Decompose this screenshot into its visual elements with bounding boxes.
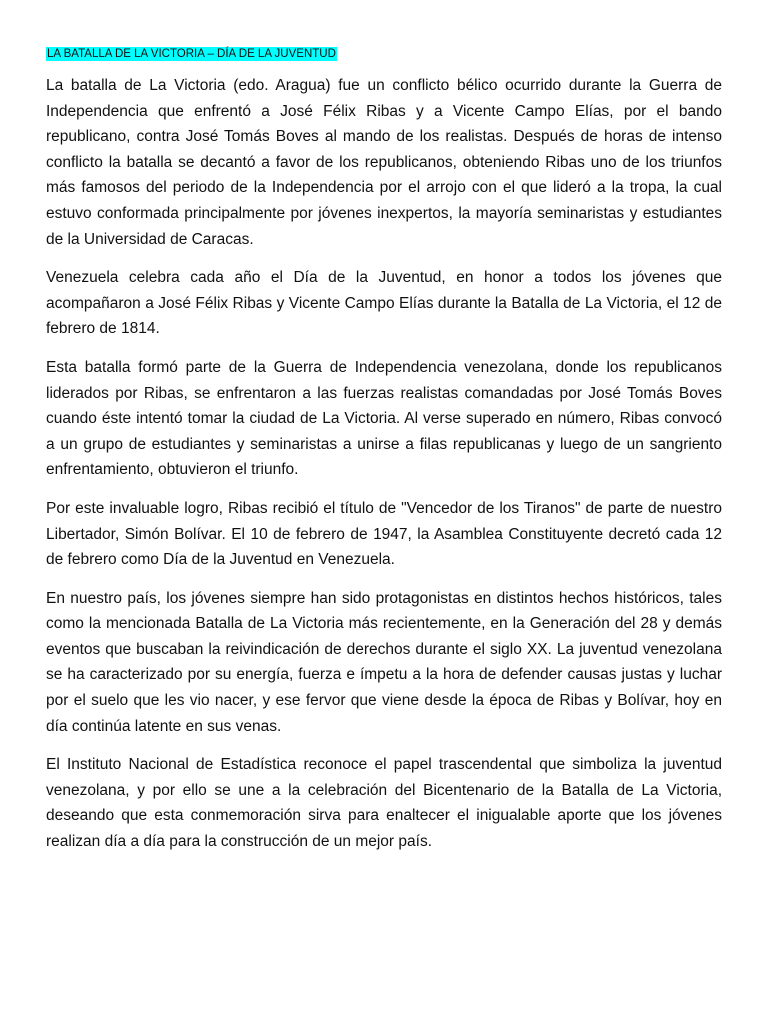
document-title: LA BATALLA DE LA VICTORIA – DÍA DE LA JUVENTUD bbox=[47, 48, 336, 60]
paragraph-5: En nuestro país, los jóvenes siempre han sido protagonistas en distintos hechos históricos, tales como la mencionada Batalla de La Victoria más recientemente, en la Generación del 28 y demás eventos que buscaban la reivindicación de derechos durante el siglo XX. La juventud venezolana se ha caracterizado por su energía, fuerza e ímpetu a la hora de defender causas justas y luchar por el suelo que les vio nacer, y ese fervor que viene desde la época de Ribas y Bolívar, hoy en día continúa latente en sus venas. bbox=[46, 589, 722, 735]
paragraph-6: El Instituto Nacional de Estadística reconoce el papel trascendental que simboliza la juventud venezolana, y por ello se une a la celebración del Bicentenario de la Batalla de La Victoria, deseando que esta conmemoración sirva para enaltecer el inigualable aporte que los jóvenes realizan día a día para la construcción de un mejor país. bbox=[46, 756, 722, 851]
paragraph-4: Por este invaluable logro, Ribas recibió el título de "Vencedor de los Tiranos" de parte de nuestro Libertador, Simón Bolívar. El 10 de febrero de 1947, la Asamblea Constituyente decretó cada 12 de febrero como Día de la Juventud en Venezuela. bbox=[46, 499, 722, 569]
document-body bbox=[46, 44, 722, 868]
paragraph-1: La batalla de La Victoria (edo. Aragua) fue un conflicto bélico ocurrido durante la Guerra de Independencia que enfrentó a José Félix Ribas y a Vicente Campo Elías, por el bando republicano, contra José Tomás Boves al mando de los realistas. Después de horas de intenso conflicto la batalla se decantó a favor de los republicanos, obteniendo Ribas uno de los triunfos más famosos del periodo de la Independencia por el arrojo con el que lideró a la tropa, la cual estuvo conformada principalmente por jóvenes inexpertos, la mayoría seminaristas y estudiantes de la Universidad de Caracas. bbox=[46, 77, 722, 248]
paragraph-3: Esta batalla formó parte de la Guerra de Independencia venezolana, donde los republicanos liderados por Ribas, se enfrentaron a las fuerzas realistas comandadas por José Tomás Boves cuando éste intentó tomar la ciudad de La Victoria. Al verse superado en número, Ribas convocó a un grupo de estudiantes y seminaristas a unirse a filas republicanas y luego de un sangriento enfrentamiento, obtuvieron el triunfo. bbox=[46, 358, 722, 479]
paragraph-2: Venezuela celebra cada año el Día de la Juventud, en honor a todos los jóvenes que acompañaron a José Félix Ribas y Vicente Campo Elías durante la Batalla de La Victoria, el 12 de febrero de 1814. bbox=[46, 269, 722, 338]
